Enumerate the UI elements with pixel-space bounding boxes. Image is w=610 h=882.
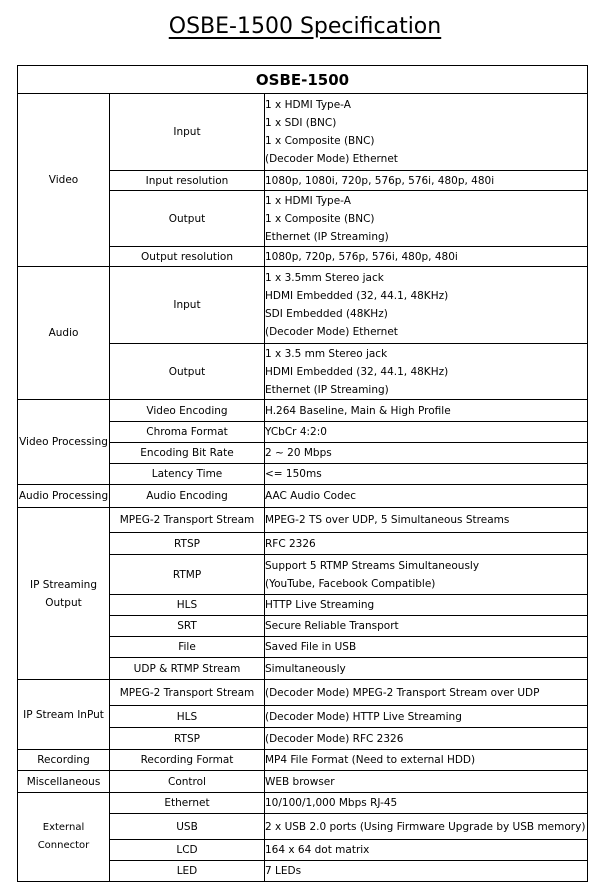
spec-label: LED	[110, 861, 265, 882]
spec-value: (Decoder Mode) RFC 2326	[265, 728, 588, 750]
spec-label: Ethernet	[110, 793, 265, 814]
spec-label: Audio Encoding	[110, 485, 265, 508]
spec-value: H.264 Baseline, Main & High Profile	[265, 400, 588, 422]
spec-label: RTSP	[110, 533, 265, 555]
spec-label: Input	[110, 267, 265, 344]
table-row	[18, 750, 588, 771]
spec-value: MPEG-2 TS over UDP, 5 Simultaneous Streams	[265, 508, 588, 533]
spec-label: Latency Time	[110, 464, 265, 485]
category-ip-streaming-output: IP Streaming Output	[18, 508, 110, 680]
spec-label: Output resolution	[110, 247, 265, 267]
spec-label: Encoding Bit Rate	[110, 443, 265, 464]
spec-value: 1080p, 1080i, 720p, 576p, 576i, 480p, 480i	[265, 171, 588, 191]
spec-value: 1 x 3.5mm Stereo jack HDMI Embedded (32, 44.1, 48KHz) SDI Embedded (48KHz) (Decoder Mode) Ethernet	[265, 267, 588, 344]
table-row	[18, 94, 588, 171]
table-row	[18, 485, 588, 508]
spec-value: 164 x 64 dot matrix	[265, 840, 588, 861]
page-title: OSBE-1500 Specification	[168, 14, 442, 39]
category-audio: Audio	[18, 267, 110, 400]
spec-label: Recording Format	[110, 750, 265, 771]
table-row	[18, 267, 588, 344]
spec-value: WEB browser	[265, 771, 588, 793]
spec-value: 10/100/1,000 Mbps RJ-45	[265, 793, 588, 814]
spec-label: Output	[110, 344, 265, 400]
spec-value: 2 ~ 20 Mbps	[265, 443, 588, 464]
table-row	[18, 680, 588, 706]
table-header: OSBE-1500	[18, 66, 588, 94]
spec-label: USB	[110, 814, 265, 840]
spec-label: Chroma Format	[110, 422, 265, 443]
spec-value: 2 x USB 2.0 ports (Using Firmware Upgrade by USB memory)	[265, 814, 588, 840]
category-audio-processing: Audio Processing	[18, 485, 110, 508]
table-row	[18, 400, 588, 422]
spec-value: <= 150ms	[265, 464, 588, 485]
spec-label: RTSP	[110, 728, 265, 750]
spec-table	[17, 65, 588, 882]
spec-value: YCbCr 4:2:0	[265, 422, 588, 443]
spec-value: RFC 2326	[265, 533, 588, 555]
spec-label: MPEG-2 Transport Stream	[110, 508, 265, 533]
spec-value: MP4 File Format (Need to external HDD)	[265, 750, 588, 771]
spec-label: File	[110, 637, 265, 658]
spec-label: Control	[110, 771, 265, 793]
spec-value: Support 5 RTMP Streams Simultaneously (YouTube, Facebook Compatible)	[265, 555, 588, 595]
spec-value: 1 x 3.5 mm Stereo jack HDMI Embedded (32, 44.1, 48KHz) Ethernet (IP Streaming)	[265, 344, 588, 400]
spec-label: RTMP	[110, 555, 265, 595]
spec-label: Output	[110, 191, 265, 247]
spec-label: HLS	[110, 706, 265, 728]
spec-value: HTTP Live Streaming	[265, 595, 588, 616]
spec-value: AAC Audio Codec	[265, 485, 588, 508]
spec-value: Simultaneously	[265, 658, 588, 680]
spec-value: Secure Reliable Transport	[265, 616, 588, 637]
table-row	[18, 793, 588, 814]
spec-label: MPEG-2 Transport Stream	[110, 680, 265, 706]
spec-value: 1 x HDMI Type-A 1 x SDI (BNC) 1 x Composite (BNC) (Decoder Mode) Ethernet	[265, 94, 588, 171]
category-ip-stream-input: IP Stream InPut	[18, 680, 110, 750]
spec-label: Video Encoding	[110, 400, 265, 422]
spec-label: UDP & RTMP Stream	[110, 658, 265, 680]
spec-value: 1080p, 720p, 576p, 576i, 480p, 480i	[265, 247, 588, 267]
spec-label: LCD	[110, 840, 265, 861]
table-row	[18, 771, 588, 793]
category-video: Video	[18, 94, 110, 267]
spec-value: (Decoder Mode) HTTP Live Streaming	[265, 706, 588, 728]
spec-label: HLS	[110, 595, 265, 616]
spec-label: Input resolution	[110, 171, 265, 191]
category-video-processing: Video Processing	[18, 400, 110, 485]
spec-label: SRT	[110, 616, 265, 637]
spec-value: 7 LEDs	[265, 861, 588, 882]
spec-label: Input	[110, 94, 265, 171]
category-external-connector: External Connector	[18, 793, 110, 882]
table-row	[18, 508, 588, 533]
spec-value: Saved File in USB	[265, 637, 588, 658]
spec-value: 1 x HDMI Type-A 1 x Composite (BNC) Ethernet (IP Streaming)	[265, 191, 588, 247]
category-recording: Recording	[18, 750, 110, 771]
category-miscellaneous: Miscellaneous	[18, 771, 110, 793]
spec-value: (Decoder Mode) MPEG-2 Transport Stream over UDP	[265, 680, 588, 706]
